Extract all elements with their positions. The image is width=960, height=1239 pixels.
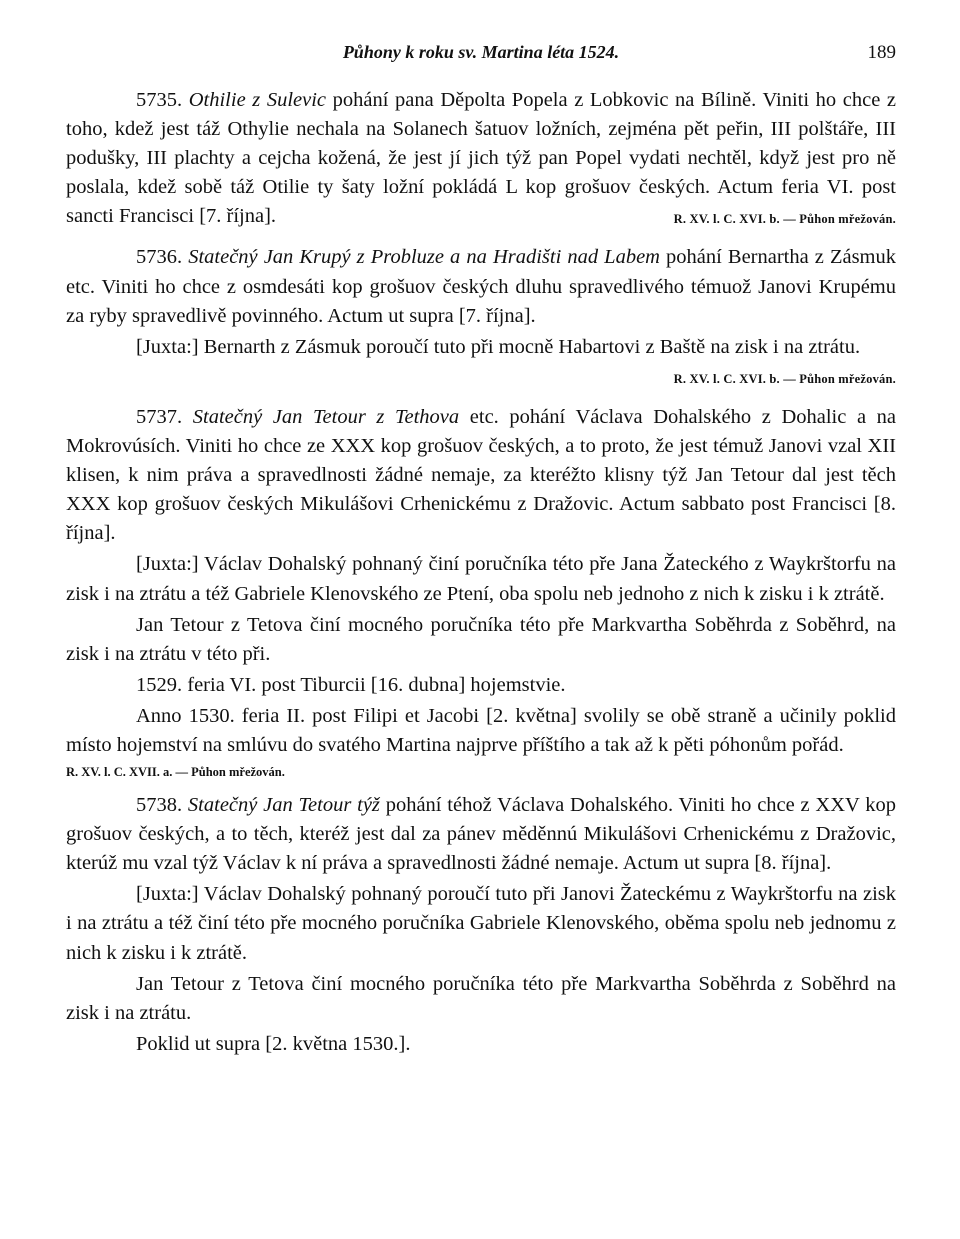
entry-text: etc. pohání Václava Dohalského z Dohalic a na Mokrovúsích. Viniti ho chce ze XXX kop grošuov českých, a to proto, že jest témuž Janovi vzal XII klisen, k nim práva a spravedlnosti žádné nemaje, za kteréžto klisny týž Jan Tetour dal jest těch XXX kop grošuov českých Mikulášovi Crhenickému z Dražovic. Actum sabbato post Francisci [8. října]. xyxy=(66,405,897,545)
entry-number: 5737. xyxy=(136,405,183,428)
juxta-text: [Juxta:] Bernarth z Zásmuk poroučí tuto při mocně Habartovi z Baště na zisk i na ztrátu. xyxy=(136,335,861,358)
entry-paragraph xyxy=(66,243,896,330)
page-header xyxy=(66,38,896,68)
archive-reference: R. XV. l. C. XVI. b. — Půhon mřežován. xyxy=(673,371,896,386)
entry-paragraph xyxy=(66,86,896,231)
archive-reference: R. XV. l. C. XVI. b. — Půhon mřežován. xyxy=(673,212,896,227)
juxta-paragraph: [Juxta:] Václav Dohalský pohnaný poroučí tuto při Janovi Žateckému z Waykrštorfu na zisk i na ztrátu a též činí této pře mocného poručníka Gabriele Klenovského, oběma spolu neb jednomu z nich k zisku i k ztrátě. xyxy=(66,883,896,964)
entry-number: 5735. xyxy=(136,89,183,111)
entry-number: 5736. xyxy=(136,246,183,269)
running-title: Půhony k roku sv. Martina léta 1524. xyxy=(342,42,620,62)
document-page xyxy=(66,38,896,1061)
party-name: Othilie z Sulevic xyxy=(188,89,327,111)
entry-paragraph: Poklid ut supra [2. května 1530.]. xyxy=(136,1032,411,1055)
entry-paragraph: 1529. feria VI. post Tiburcii [16. dubna] hojemstvie. xyxy=(136,673,566,696)
party-name: Statečný Jan Tetour týž xyxy=(187,794,380,817)
entry-paragraph xyxy=(66,403,896,548)
party-name: Statečný Jan Tetour z Tethova xyxy=(192,405,460,428)
entry-number: 5738. xyxy=(136,794,183,817)
entry-text: pohání Bernartha z Zásmuk etc. Viniti ho chce z osmdesáti kop grošuov českých dluhu spravedlivého témuož Janovi Krupému za ryby spravedlivě povinného. Actum ut supra [7. října]. xyxy=(66,246,897,327)
entry-text: pohání pana Děpolta Popela z Lobkovic na Bílině. Viniti ho chce z toho, kdež jest táž Othylie nechala na Solanech šatuov ložních, zejména pět peřin, III polštáře, III podušky, III plachty a cejcha kožená, že jest jí jich týž pan Popel vydati nechtěl, když jest pro ně poslala, kdež sobě táž Otilie ty šaty ložní pokládá L kop grošuov českých. Actum feria VI. post sancti Francisci [7. října]. xyxy=(66,89,897,228)
entry-5737 xyxy=(66,403,896,782)
entry-5735 xyxy=(66,86,896,234)
entry-5736 xyxy=(66,243,896,393)
juxta-paragraph xyxy=(66,333,896,386)
entry-5738 xyxy=(66,791,896,1059)
entry-paragraph: Anno 1530. feria II. post Filipi et Jacobi [2. května] svolily se obě straně a učinily poklid místo hojemství na smlúvu do svatého Martina najprve příštího a tak až k pěti póhonům pořád. xyxy=(66,704,896,756)
entry-paragraph xyxy=(66,791,896,878)
entry-paragraph: Jan Tetour z Tetova činí mocného poručníka této pře Markvartha Soběhrda z Soběhrd, na zisk i na ztrátu v této při. xyxy=(66,613,896,665)
juxta-paragraph: [Juxta:] Václav Dohalský pohnaný činí poručníka této pře Jana Žateckého z Waykrštorfu na zisk i na ztrátu a též Gabriele Klenovského ze Ptení, oba spolu neb jednoho z nich k zisku i k ztrátě. xyxy=(66,553,896,605)
entry-paragraph: Jan Tetour z Tetova činí mocného poručníka této pře Markvartha Soběhrda z Soběhrd na zisk i na ztrátu. xyxy=(66,972,896,1024)
archive-reference: R. XV. l. C. XVII. a. — Půhon mřežován. xyxy=(66,765,285,780)
party-name: Statečný Jan Krupý z Probluze a na Hradišti nad Labem xyxy=(188,246,660,269)
entry-text: pohání téhož Václava Dohalského. Viniti ho chce z XXV kop grošuov českých, a to těch, kteréž jest dal za pánev měděnnú Mikulášovi Crhenickému z Dražovic, kterúž mu vzal týž Václav k ní práva a spravedlnosti žádné nemaje. Actum ut supra [8. října]. xyxy=(66,794,897,875)
page-number: 189 xyxy=(867,42,896,63)
